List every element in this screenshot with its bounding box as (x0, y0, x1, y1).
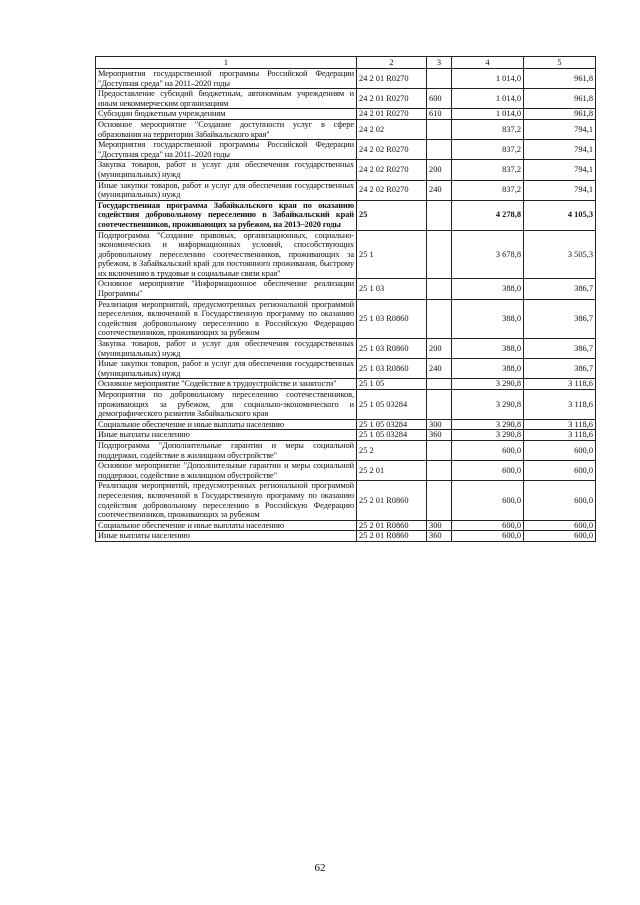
row-value-2020: 794,1 (524, 160, 596, 180)
row-name: Иные закупки товаров, работ и услуг для обеспечения государственных (муниципальных) нужд (96, 359, 357, 379)
row-expense-type (427, 69, 452, 89)
row-name: Мероприятия государственной программы Российской Федерации "Доступная среда" на 2011–2020 годы (96, 140, 357, 160)
column-header-3: 3 (427, 57, 452, 69)
row-value-2020: 3 505,3 (524, 230, 596, 279)
row-value-2019: 600,0 (452, 461, 524, 481)
column-header-4: 4 (452, 57, 524, 69)
row-value-2019: 388,0 (452, 299, 524, 338)
row-code: 25 2 01 R0860 (357, 481, 427, 520)
row-value-2019: 3 290,8 (452, 390, 524, 420)
row-value-2020: 961,8 (524, 69, 596, 89)
table-row (96, 481, 596, 520)
row-expense-type (427, 440, 452, 460)
row-expense-type (427, 140, 452, 160)
row-value-2020: 961,8 (524, 89, 596, 109)
row-name: Подпрограмма "Создание правовых, организационных, социально-экономических и информационных условий, способствующих добровольному переселению соотечественников, проживающих за рубежом, в Забайкальский край для постоянного проживания, быстрому их включению в трудовые и социальные связи края" (96, 230, 357, 279)
row-code: 25 2 01 (357, 461, 427, 481)
row-name: Мероприятия по добровольному переселению соотечественников, проживающих за рубежом, для социально-экономического и демографического развития Забайкальского края (96, 390, 357, 420)
table-row (96, 230, 596, 279)
row-expense-type (427, 230, 452, 279)
row-expense-type (427, 299, 452, 338)
row-code: 25 2 (357, 440, 427, 460)
table-row (96, 419, 596, 430)
table-row (96, 461, 596, 481)
row-code: 24 2 01 R0270 (357, 109, 427, 120)
table-row (96, 109, 596, 120)
row-code: 25 2 01 R0860 (357, 531, 427, 542)
table-row (96, 200, 596, 230)
header-row (96, 57, 596, 69)
row-expense-type: 600 (427, 89, 452, 109)
row-code: 25 1 05 03284 (357, 430, 427, 441)
row-value-2020: 600,0 (524, 481, 596, 520)
row-value-2019: 388,0 (452, 339, 524, 359)
row-name: Закупка товаров, работ и услуг для обеспечения государственных (муниципальных) нужд (96, 160, 357, 180)
table-row (96, 140, 596, 160)
row-name: Социальное обеспечение и иные выплаты населению (96, 520, 357, 531)
row-name: Иные закупки товаров, работ и услуг для обеспечения государственных (муниципальных) нужд (96, 180, 357, 200)
row-value-2020: 600,0 (524, 531, 596, 542)
row-code: 24 2 02 R0270 (357, 160, 427, 180)
row-code: 24 2 02 R0270 (357, 140, 427, 160)
row-name: Мероприятия государственной программы Российской Федерации "Доступная среда" на 2011–2020 годы (96, 69, 357, 89)
table-row (96, 180, 596, 200)
table-row (96, 299, 596, 338)
row-value-2019: 1 014,0 (452, 69, 524, 89)
page-number: 62 (314, 862, 326, 874)
row-name: Основное мероприятие "Содействие в трудоустройстве и занятости" (96, 379, 357, 390)
row-value-2019: 600,0 (452, 440, 524, 460)
row-name: Основное мероприятие "Создание доступности услуг в сфере образования на территории Забайкальского края" (96, 119, 357, 139)
row-value-2020: 961,8 (524, 109, 596, 120)
row-code: 24 2 01 R0270 (357, 69, 427, 89)
row-name: Иные выплаты населению (96, 430, 357, 441)
row-expense-type (427, 379, 452, 390)
row-value-2019: 600,0 (452, 481, 524, 520)
row-expense-type: 200 (427, 160, 452, 180)
table-row (96, 359, 596, 379)
row-value-2019: 3 290,8 (452, 379, 524, 390)
row-value-2020: 4 105,3 (524, 200, 596, 230)
table-row (96, 69, 596, 89)
row-name: Закупка товаров, работ и услуг для обеспечения государственных (муниципальных) нужд (96, 339, 357, 359)
row-value-2019: 3 678,8 (452, 230, 524, 279)
row-name: Реализация мероприятий, предусмотренных региональной программой переселения, включенной в Государственную программу по оказанию содействия добровольному переселению в Российскую Федерацию соотечественников, проживающих за рубежом (96, 481, 357, 520)
row-code: 25 1 (357, 230, 427, 279)
row-name: Основное мероприятие "Информационное обеспечение реализации Программы" (96, 279, 357, 299)
row-expense-type (427, 200, 452, 230)
row-code: 25 1 03 R0860 (357, 339, 427, 359)
row-name: Государственная программа Забайкальского края по оказанию содействия добровольному переселению в Забайкальский край соотечественников, проживающих за рубежом, на 2013–2020 годы (96, 200, 357, 230)
row-code: 25 1 05 03284 (357, 419, 427, 430)
row-code: 25 1 05 (357, 379, 427, 390)
row-value-2020: 386,7 (524, 299, 596, 338)
row-value-2020: 600,0 (524, 520, 596, 531)
row-code: 25 1 03 (357, 279, 427, 299)
row-code: 25 1 03 R0860 (357, 359, 427, 379)
row-code: 25 1 05 03284 (357, 390, 427, 420)
table-row (96, 89, 596, 109)
table-row (96, 440, 596, 460)
row-value-2020: 386,7 (524, 279, 596, 299)
row-value-2020: 600,0 (524, 440, 596, 460)
row-value-2019: 600,0 (452, 520, 524, 531)
row-code: 25 1 03 R0860 (357, 299, 427, 338)
column-header-1: 1 (96, 57, 357, 69)
row-name: Подпрограмма "Дополнительные гарантии и меры социальной поддержки, содействие в жилищном обустройстве" (96, 440, 357, 460)
row-expense-type: 200 (427, 339, 452, 359)
table-row (96, 119, 596, 139)
row-name: Социальное обеспечение и иные выплаты населению (96, 419, 357, 430)
table-row (96, 160, 596, 180)
row-value-2019: 837,2 (452, 140, 524, 160)
row-expense-type (427, 481, 452, 520)
row-name: Иные выплаты населению (96, 531, 357, 542)
row-expense-type: 240 (427, 180, 452, 200)
row-expense-type (427, 119, 452, 139)
row-name: Реализация мероприятий, предусмотренных региональной программой переселения, включенной в Государственную программу по оказанию содействия добровольному переселению в Российскую Федерацию соотечественников, проживающих за рубежом (96, 299, 357, 338)
row-code: 24 2 02 (357, 119, 427, 139)
row-value-2020: 794,1 (524, 119, 596, 139)
row-value-2020: 3 118,6 (524, 430, 596, 441)
row-expense-type: 610 (427, 109, 452, 120)
row-expense-type (427, 279, 452, 299)
row-expense-type (427, 461, 452, 481)
row-value-2019: 837,2 (452, 160, 524, 180)
row-value-2020: 794,1 (524, 140, 596, 160)
row-value-2020: 3 118,6 (524, 379, 596, 390)
row-code: 24 2 01 R0270 (357, 89, 427, 109)
row-value-2019: 3 290,8 (452, 430, 524, 441)
table-row (96, 379, 596, 390)
row-expense-type: 360 (427, 430, 452, 441)
row-value-2019: 4 278,8 (452, 200, 524, 230)
row-value-2020: 386,7 (524, 339, 596, 359)
column-header-5: 5 (524, 57, 596, 69)
row-expense-type: 300 (427, 419, 452, 430)
row-value-2020: 386,7 (524, 359, 596, 379)
row-value-2019: 388,0 (452, 279, 524, 299)
row-value-2020: 3 118,6 (524, 390, 596, 420)
table-body (96, 69, 596, 542)
table-row (96, 430, 596, 441)
row-expense-type: 360 (427, 531, 452, 542)
row-name: Предоставление субсидий бюджетным, автономным учреждениям и иным некоммерческим организациям (96, 89, 357, 109)
column-header-2: 2 (357, 57, 427, 69)
row-value-2019: 1 014,0 (452, 109, 524, 120)
table-row (96, 520, 596, 531)
row-value-2019: 388,0 (452, 359, 524, 379)
table-row (96, 279, 596, 299)
row-value-2019: 3 290,8 (452, 419, 524, 430)
row-expense-type: 300 (427, 520, 452, 531)
row-name: Основное мероприятие "Дополнительные гарантии и меры социальной поддержки, содействие в жилищном обустройстве" (96, 461, 357, 481)
row-expense-type (427, 390, 452, 420)
budget-table (95, 56, 596, 542)
row-value-2020: 794,1 (524, 180, 596, 200)
row-value-2019: 837,2 (452, 180, 524, 200)
table-row (96, 339, 596, 359)
row-code: 25 2 01 R0860 (357, 520, 427, 531)
row-code: 25 (357, 200, 427, 230)
row-value-2019: 1 014,0 (452, 89, 524, 109)
row-value-2019: 600,0 (452, 531, 524, 542)
table-row (96, 390, 596, 420)
row-value-2020: 3 118,6 (524, 419, 596, 430)
row-value-2020: 600,0 (524, 461, 596, 481)
row-code: 24 2 02 R0270 (357, 180, 427, 200)
table-row (96, 531, 596, 542)
row-name: Субсидии бюджетным учреждениям (96, 109, 357, 120)
row-expense-type: 240 (427, 359, 452, 379)
row-value-2019: 837,2 (452, 119, 524, 139)
